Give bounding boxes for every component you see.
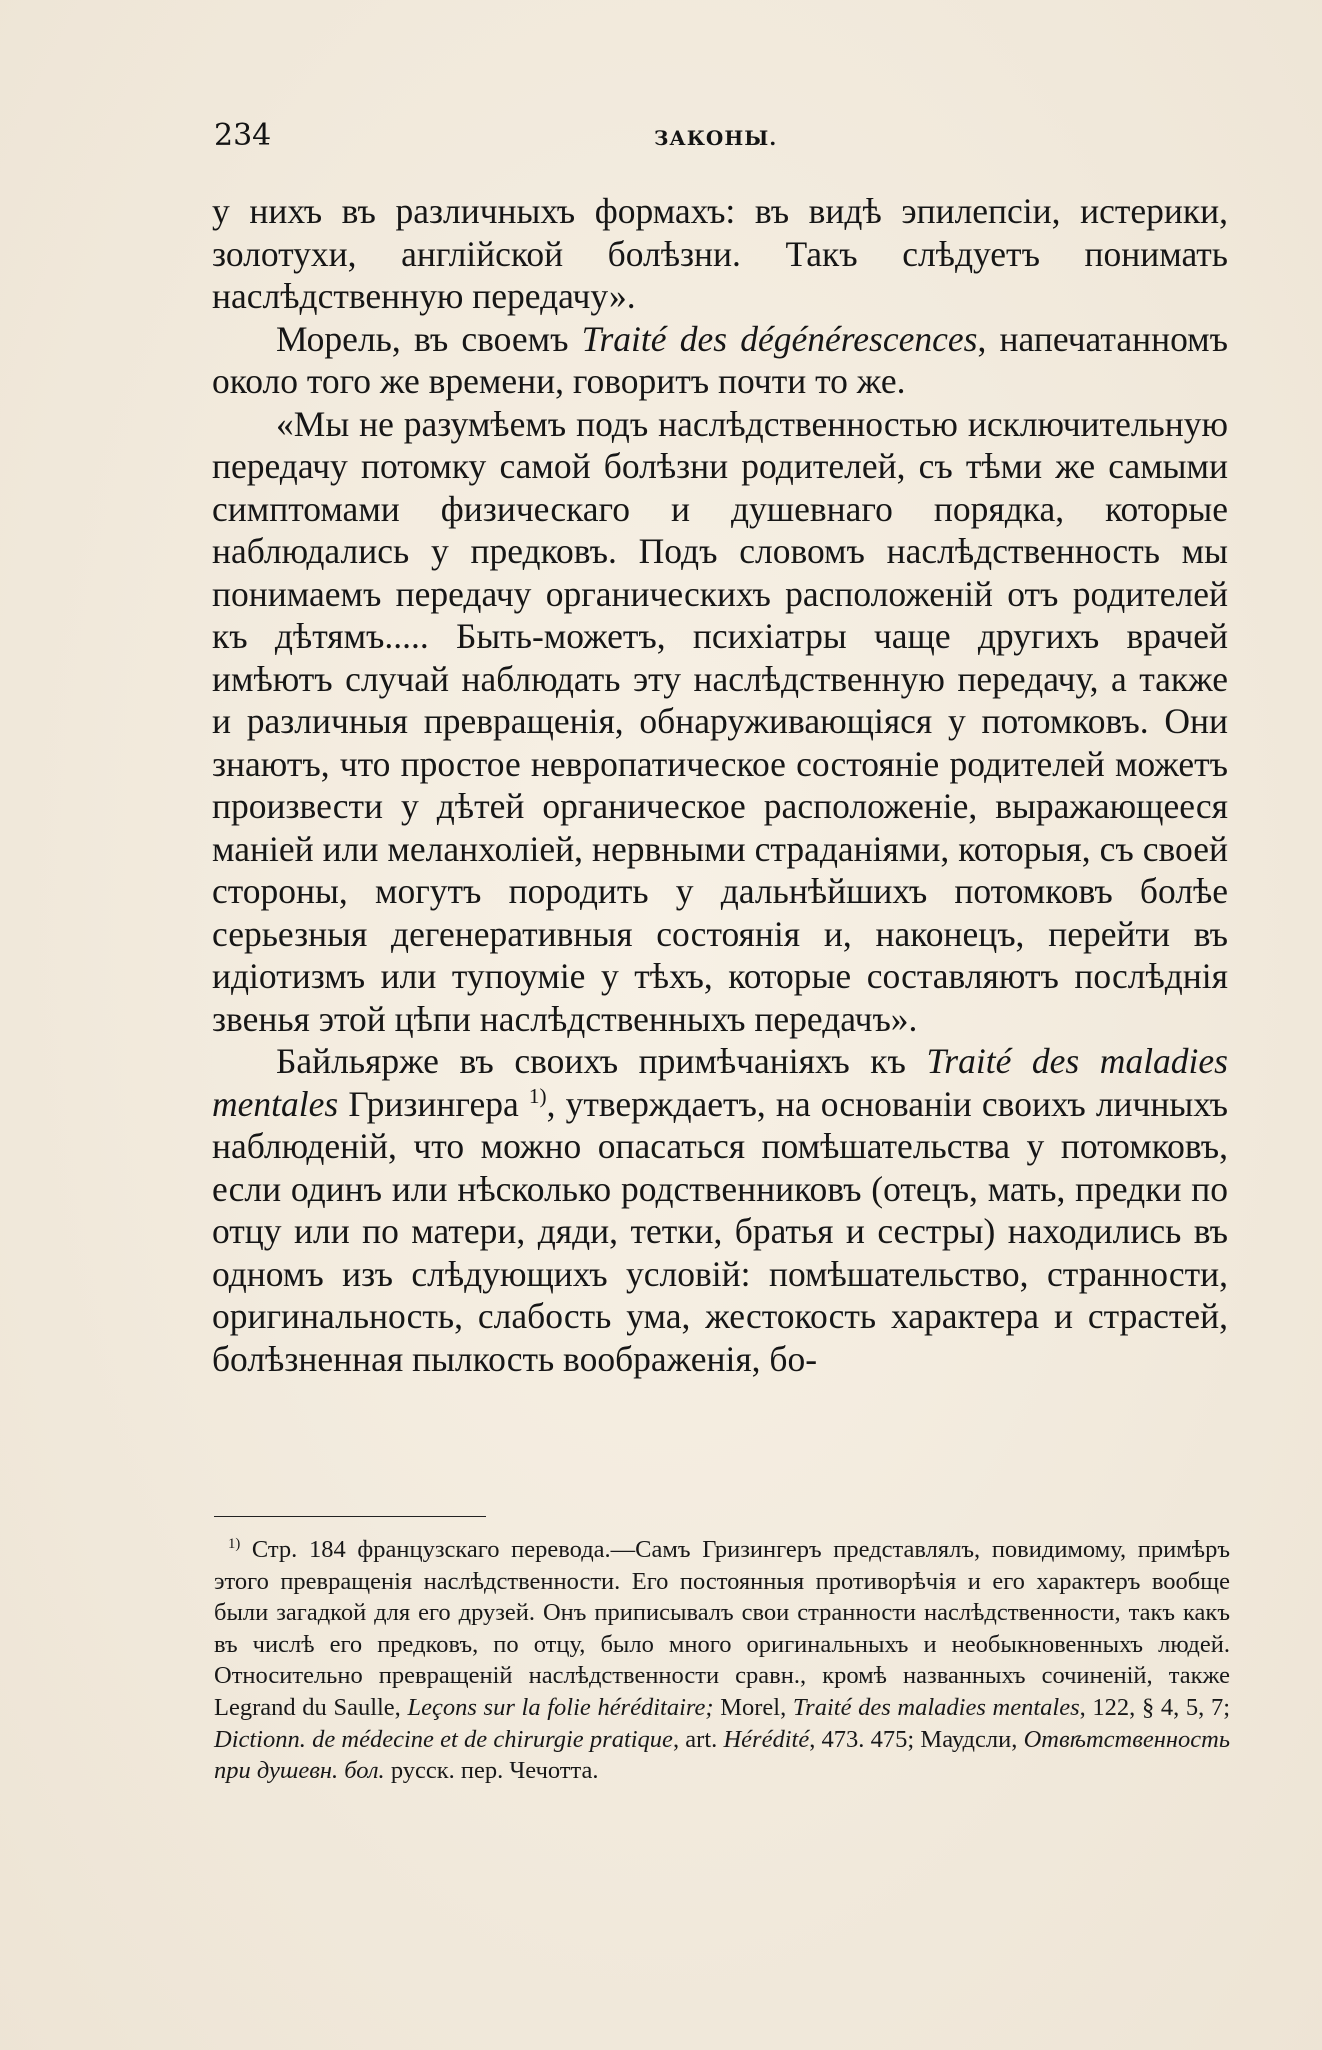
paragraph-1-text: у нихъ въ различныхъ формахъ: въ видѣ эпилепсіи, истерики, золотухи, англійской болѣзни. Такъ слѣдуетъ понимать наслѣдственную передачу». (212, 191, 1228, 316)
footnote-title-legrand: Leçons sur la folie héréditaire; (407, 1693, 714, 1721)
paragraph-3-text: «Мы не разумѣемъ подъ наслѣдственностью исключительную передачу потомку самой болѣзни родителей, съ тѣми же самыми симптомами физическаго и душевнаго порядка, которые наблюдались у предковъ. Подъ словомъ наслѣдственность мы понимаемъ передачу органическихъ расположеній отъ родителей къ дѣтямъ..... Быть-можетъ, психіатры чаще другихъ врачей имѣютъ случай наблюдать эту наслѣдственную передачу, а также и различныя превращенія, обнаруживающіяся у потомковъ. Они знаютъ, что простое невропатическое состояніе родителей можетъ произвести у дѣтей органическое расположеніе, выражающееся маніей или меланхоліей, нервными страданіями, которыя, съ своей стороны, могутъ породить у дальнѣйшихъ потомковъ болѣе серьезныя дегенеративныя состоянія и, наконецъ, перейти въ идіотизмъ или тупоуміе у тѣхъ, которые составляютъ послѣднія звенья этой цѣпи наслѣдственныхъ передачъ». (212, 403, 1228, 1039)
footnote-text-a: Стр. 184 французскаго перевода.—Самъ Гризингеръ представлялъ, повидимому, примѣръ этого превращенія наслѣдственности. Его постоянныя противорѣчія и его характеръ вообще были загадкой для его друзей. Онъ приписывалъ свои странности наслѣдственности, такъ какъ въ числѣ его предковъ, по отцу, было много оригинальныхъ и необыкновенныхъ людей. Относительно превращеній наслѣдственности сравн., кромѣ названныхъ сочиненій, также Legrand du Saulle, (214, 1536, 1230, 1721)
footnote-text-c: , 122, § 4, 5, 7; (1079, 1693, 1230, 1721)
paragraph-4-text-a: Байльярже въ своихъ примѣчаніяхъ къ (276, 1041, 927, 1081)
paragraph-4 (212, 1040, 1228, 1380)
footnote-1 (214, 1534, 1230, 1787)
page-number: 234 (214, 118, 272, 153)
footnote-reference[interactable]: 1) (528, 1083, 547, 1108)
paragraph-1 (212, 190, 1228, 318)
footnote-text-b: Morel, (713, 1693, 793, 1721)
footnote-title-maudsley: Отвѣтственность при душевн. бол. (214, 1725, 1231, 1785)
footnote-text-d: , art. (672, 1725, 724, 1753)
footnote-divider (214, 1516, 486, 1517)
paragraph-4-text-c: , утверждаетъ, на основаніи своихъ личныхъ наблюденій, что можно опасаться помѣшательства у потомковъ, если одинъ или нѣсколько родственниковъ (отецъ, мать, предки по отцу или по матери, дяди, тетки, братья и сестры) находились въ одномъ изъ слѣдующихъ условій: помѣшательство, странности, оригинальность, слабость ума, жестокость характера и страстей, болѣзненная пылкость воображенія, бо- (212, 1083, 1228, 1379)
footnote-section (214, 1534, 1230, 1787)
paragraph-4-text-b: Гризингера (338, 1083, 529, 1124)
footnote-text-f: русск. пер. Чечотта. (384, 1757, 599, 1785)
page-header (214, 118, 1234, 158)
paragraph-2 (212, 318, 1228, 403)
running-head: ЗАКОНЫ. (654, 126, 778, 150)
footnote-title-morel: Traité des maladies mentales (792, 1693, 1080, 1721)
footnote-title-heredite: Hérédité (723, 1725, 810, 1753)
footnote-marker: 1) (228, 1535, 241, 1552)
footnote-text-e: , 473. 475; Маудсли, (809, 1725, 1024, 1753)
paragraph-2-text-b: , напечатанномъ около того же времени, говоритъ почти то же. (212, 318, 1228, 401)
book-title-griesinger: Traité des maladies mentales (212, 1041, 1228, 1124)
main-text (212, 190, 1228, 1380)
footnote-title-dictionary: Dictionn. de médecine et de chirurgie pratique (214, 1725, 673, 1753)
book-title-morel: Traité des dégénérescences (581, 318, 978, 359)
paragraph-2-text-a: Морель, въ своемъ (276, 318, 582, 359)
paragraph-3-quote (212, 403, 1228, 1041)
